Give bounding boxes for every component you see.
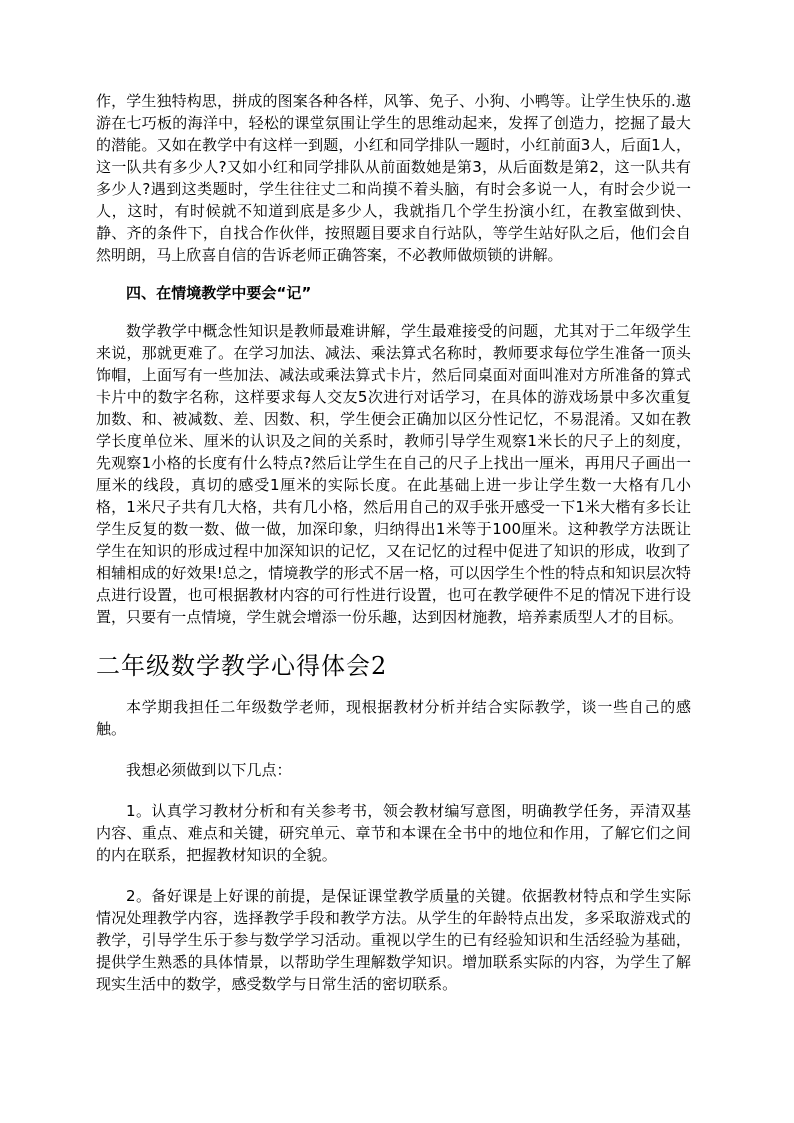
paragraph-point-1: 1。认真学习教材分析和有关参考书，领会教材编写意图，明确教学任务，弄清双基内容、重点、难点和关键，研究单元、章节和本课在全书中的地位和作用，了解它们之间的内在联系，把握教材知识的全貌。 (96, 802, 691, 864)
paragraph-point-2: 2。备好课是上好课的前提，是保证课堂教学质量的关键。依据教材特点和学生实际情况处理教学内容，选择教学手段和教学方法。从学生的年龄特点出发，多采取游戏式的教学，引导学生乐于参与数学学习活动。重视以学生的已有经验知识和生活经验为基础，提供学生熟悉的具体情景，以帮助学生理解数学知识。增加联系实际的内容，为学生了解现实生活中的数学，感受数学与日常生活的密切联系。 (96, 887, 691, 993)
paragraph-section4: 数学教学中概念性知识是教师最难讲解，学生最难接受的问题，尤其对于二年级学生来说，那就更难了。在学习加法、减法、乘法算式名称时，教师要求每位学生准备一顶头饰帽，上面写有一些加法、减法或乘法算式卡片，然后同桌面对面叫准对方所准备的算式卡片中的数字名称，这样要求每人交友5次进行对话学习，在具体的游戏场景中多次重复加数、和、被减数、差、因数、积，学生便会正确加以区分性记忆，不易混淆。又如在教学长度单位米、厘米的认识及之间的关系时，教师引导学生观察1米长的尺子上的刻度，先观察1小格的长度有什么特点?然后让学生在自己的尺子上找出一厘米，再用尺子画出一厘米的线段，真切的感受1厘米的实际长度。在此基础上进一步让学生数一大格有几小格，1米尺子共有几大格，共有几小格，然后用自己的双手张开感受一下1米大楷有多长让学生反复的数一数、做一做，加深印象，归纳得出1米等于100厘米。这种教学方法既让学生在知识的形成过程中加深知识的记忆，又在记忆的过程中促进了知识的形成，收到了相辅相成的好效果!总之，情境教学的形式不居一格，可以因学生个性的特点和知识层次特点进行设置，也可根据教材内容的可行性进行设置，也可在教学硬件不足的情况下进行设置，只要有一点情境，学生就会增添一份乐趣，达到因材施教，培养素质型人才的目标。 (96, 322, 691, 626)
article-title: 二年级数学教学心得体会2 (96, 652, 388, 680)
paragraph-lead: 我想必须做到以下几点： (126, 761, 292, 779)
paragraph-continuation: 作，学生独特构思，拼成的图案各种各样，风筝、免子、小狗、小鸭等。让学生快乐的.遨游在七巧板的海洋中，轻松的课堂氛围让学生的思维动起来，发挥了创造力，挖掘了最大的潜能。又如在教学中有这样一到题，小红和同学排队一题时，小红前面3人，后面1人，这一队共有多少人?又如小红和同学排队从前面数她是第3，从后面数是第2，这一队共有多少人?遇到这类题时，学生往往丈二和尚摸不着头脑，有时会多说一人，有时会少说一人，这时，有时候就不知道到底是多少人，我就指几个学生扮演小红，在教室做到快、静、齐的条件下，自找合作伙伴，按照题目要求自行站队，等学生站好队之后，他们会自然明朗，马上欣喜自信的告诉老师正确答案，不必教师做烦锁的讲解。 (96, 92, 691, 264)
section-heading-4: 四、在情境教学中要会“记” (126, 284, 312, 302)
paragraph-intro: 本学期我担任二年级数学老师，现根据教材分析并结合实际教学，谈一些自己的感触。 (96, 698, 691, 738)
